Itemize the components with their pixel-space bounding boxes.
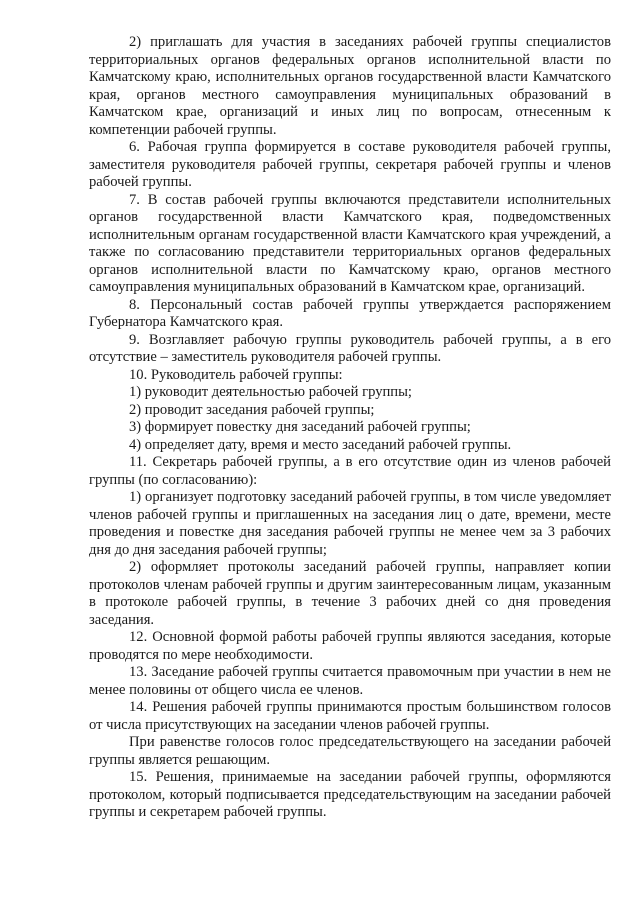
paragraph-6: 6. Рабочая группа формируется в составе руководителя рабочей группы, заместителя руководителя рабочей группы, секретаря рабочей группы и членов рабочей группы. — [89, 139, 611, 190]
paragraph-10-item-3: 3) формирует повестку дня заседаний рабочей группы; — [129, 419, 471, 435]
paragraph-10-item-2: 2) проводит заседания рабочей группы; — [129, 401, 375, 418]
paragraph-10: 10. Руководитель рабочей группы: — [129, 366, 343, 383]
paragraph-11: 11. Секретарь рабочей группы, а в его отсутствие один из членов рабочей группы (по согласованию): — [89, 454, 611, 488]
paragraph-7: 7. В состав рабочей группы включаются представители исполнительных органов государственной власти Камчатского края, подведомственных исполнительным органам государственной власти Камчатского края учреждений, а также по согласованию представители территориальных органов федеральных органов исполнительной власти по Камчатскому краю, органов местного самоуправления муниципальных образований в Камчатском крае, организаций. — [89, 191, 611, 295]
paragraph-11-item-1: 1) организует подготовку заседаний рабочей группы, в том числе уведомляет членов рабочей группы и приглашенных на заседания лиц о дате, времени, месте проведения и повестке дня заседания рабочей группы не менее чем за 3 рабочих дня до дня заседания рабочей группы; — [89, 489, 611, 558]
paragraph-14-tie-vote: При равенстве голосов голос председательствующего на заседании рабочей группы является решающим. — [89, 734, 611, 768]
paragraph-10-item-1: 1) руководит деятельностью рабочей группы; — [129, 384, 412, 400]
paragraph-12: 12. Основной формой работы рабочей группы являются заседания, которые проводятся по мере необходимости. — [89, 629, 611, 663]
paragraph-9: 9. Возглавляет рабочую группы руководитель рабочей группы, а в его отсутствие – заместитель руководителя рабочей группы. — [89, 331, 611, 365]
paragraph-14: 14. Решения рабочей группы принимаются простым большинством голосов от числа присутствующих на заседании членов рабочей группы. — [89, 699, 611, 733]
document-body — [89, 34, 611, 822]
paragraph-15: 15. Решения, принимаемые на заседании рабочей группы, оформляются протоколом, который подписывается председательствующим на заседании рабочей группы и секретарем рабочей группы. — [89, 769, 611, 820]
paragraph-13: 13. Заседание рабочей группы считается правомочным при участии в нем не менее половины от общего числа ее членов. — [89, 664, 611, 698]
paragraph-11-item-2: 2) оформляет протоколы заседаний рабочей группы, направляет копии протоколов членам рабочей группы и другим заинтересованным лицам, указанным в протоколе рабочей группы, в течение 3 рабочих дней со дня проведения заседания. — [89, 559, 611, 628]
paragraph-8: 8. Персональный состав рабочей группы утверждается распоряжением Губернатора Камчатского края. — [89, 296, 611, 330]
paragraph-10-item-4: 4) определяет дату, время и место заседаний рабочей группы. — [129, 436, 512, 453]
paragraph-item-2: 2) приглашать для участия в заседаниях рабочей группы специалистов территориальных органов федеральных органов исполнительной власти по Камчатскому краю, исполнительных органов государственной власти Камчатского края, органов местного самоуправления муниципальных образований в Камчатском крае, организаций и иных лиц по вопросам, отнесенным к компетенции рабочей группы. — [89, 34, 611, 138]
